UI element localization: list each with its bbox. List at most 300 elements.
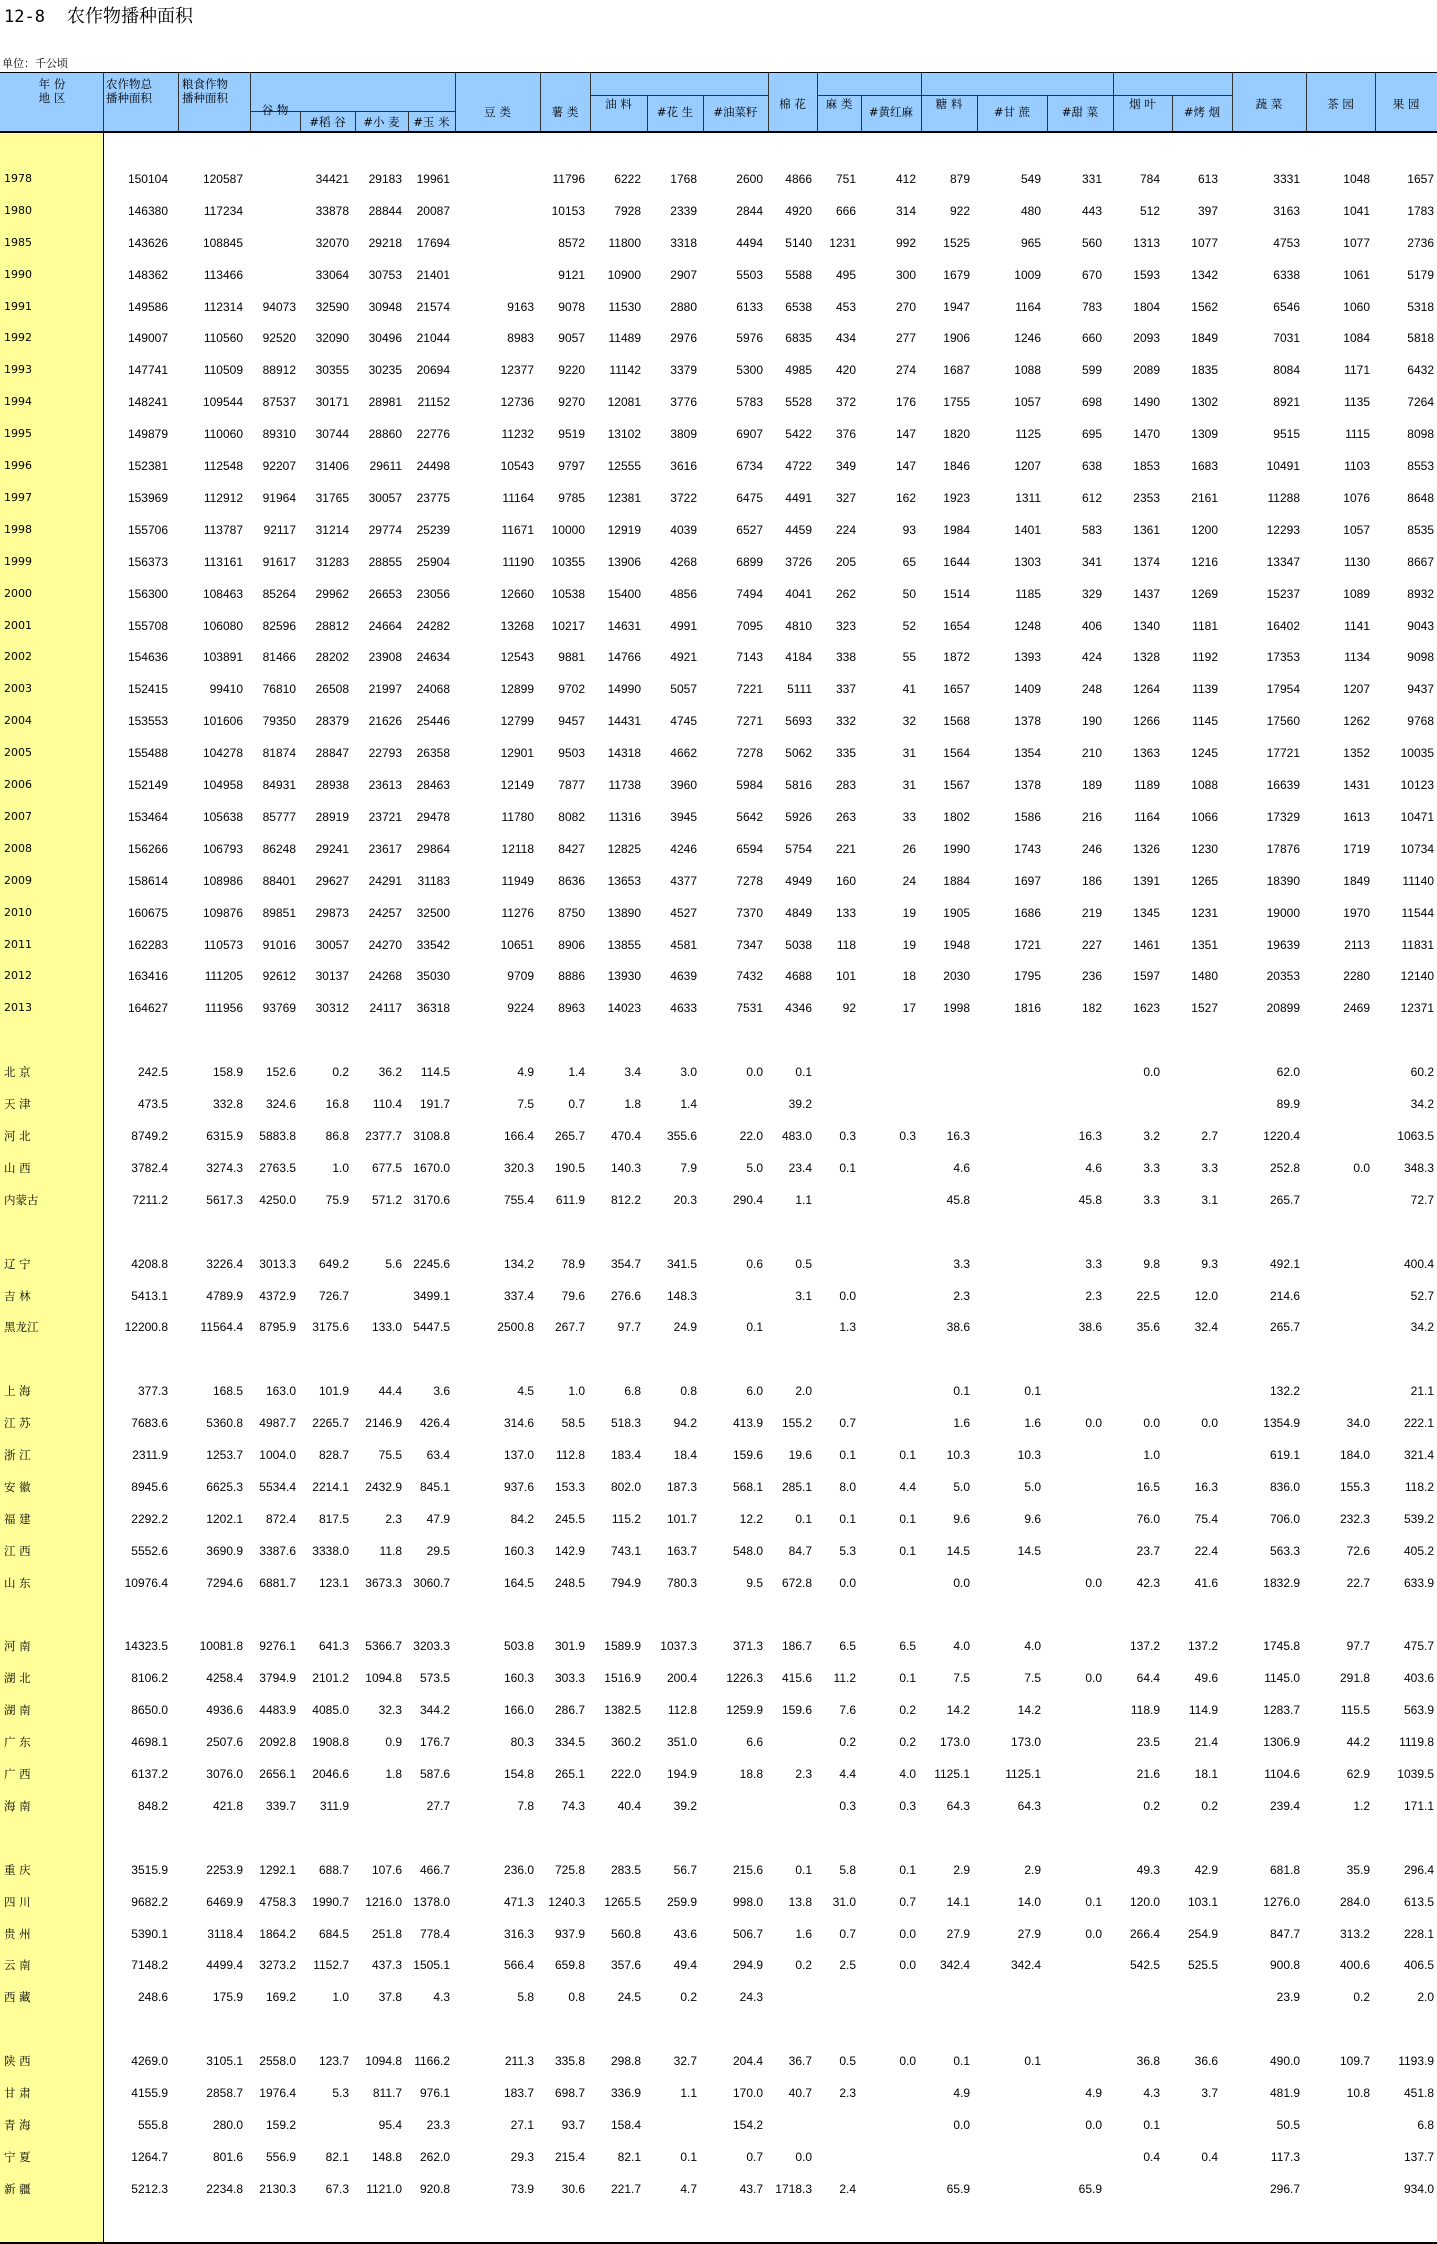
- table-cell: 26653: [368, 587, 402, 601]
- table-cell: 371.3: [732, 1639, 763, 1653]
- row-label: 2002: [4, 650, 32, 663]
- table-cell: 263: [835, 810, 856, 824]
- table-cell: 2214.1: [312, 1480, 349, 1494]
- table-cell: 36318: [416, 1001, 450, 1015]
- table-cell: 1048: [1343, 172, 1370, 186]
- table-cell: 8535: [1407, 523, 1434, 537]
- table-cell: 155488: [127, 746, 168, 760]
- table-cell: 1363: [1133, 746, 1160, 760]
- table-cell: 400.6: [1339, 1958, 1370, 1972]
- table-cell: 6546: [1273, 300, 1300, 314]
- table-cell: 294.9: [732, 1958, 763, 1972]
- table-cell: 81466: [262, 650, 296, 664]
- table-cell: 266.4: [1129, 1927, 1160, 1941]
- table-cell: 303.3: [554, 1671, 585, 1685]
- table-cell: 2089: [1133, 363, 1160, 377]
- table-cell: 1265.5: [604, 1895, 641, 1909]
- table-cell: 50: [902, 587, 916, 601]
- table-cell: 58.5: [561, 1416, 585, 1430]
- table-cell: 19639: [1266, 938, 1300, 952]
- table-cell: 115.2: [611, 1512, 641, 1526]
- table-cell: 337: [835, 682, 856, 696]
- table-cell: 20087: [416, 204, 450, 218]
- table-cell: 2092.8: [259, 1735, 296, 1749]
- table-cell: 5588: [785, 268, 812, 282]
- table-cell: 1094.8: [365, 1671, 402, 1685]
- table-cell: 743.1: [610, 1544, 641, 1558]
- table-cell: 573.5: [419, 1671, 450, 1685]
- table-cell: 6594: [736, 842, 763, 856]
- table-cell: 2.3: [385, 1512, 402, 1526]
- table-cell: 1514: [943, 587, 970, 601]
- table-cell: 205: [835, 555, 856, 569]
- table-cell: 1125.1: [1005, 1767, 1041, 1781]
- table-cell: 490.0: [1269, 2054, 1300, 2068]
- table-cell: 215.4: [554, 2150, 585, 2164]
- table-cell: 30496: [368, 331, 402, 345]
- table-cell: 11140: [1402, 874, 1434, 888]
- table-cell: 0.0: [1143, 1065, 1160, 1079]
- table-cell: 12377: [500, 363, 534, 377]
- table-cell: 0.7: [568, 1097, 585, 1111]
- table-cell: 265.7: [1269, 1193, 1300, 1207]
- table-cell: 4985: [785, 363, 812, 377]
- table-row: [0, 999, 1437, 1017]
- row-label: 新 疆: [4, 2182, 31, 2196]
- table-cell: 611.9: [555, 1193, 585, 1207]
- table-cell: 4.7: [680, 2182, 697, 2196]
- table-cell: 3690.9: [206, 1544, 243, 1558]
- table-row: [0, 1478, 1437, 1496]
- table-cell: 1164: [1015, 300, 1041, 314]
- table-cell: 88912: [262, 363, 296, 377]
- table-cell: 4372.9: [259, 1289, 296, 1303]
- table-cell: 4581: [670, 938, 697, 952]
- table-cell: 36.6: [1194, 2054, 1218, 2068]
- table-cell: 342.4: [939, 1958, 970, 1972]
- table-cell: 18.8: [739, 1767, 763, 1781]
- table-cell: 3.3: [1143, 1161, 1160, 1175]
- table-cell: 337.4: [503, 1289, 534, 1303]
- table-cell: 183.7: [503, 2086, 534, 2100]
- table-cell: 23.9: [1276, 1990, 1300, 2004]
- table-cell: 4.5: [517, 1384, 534, 1398]
- table-cell: 3060.7: [413, 1576, 450, 1590]
- table-cell: 9503: [558, 746, 585, 760]
- table-cell: 0.1: [1085, 1895, 1102, 1909]
- table-row: [0, 2052, 1437, 2070]
- table-cell: 4.4: [899, 1480, 916, 1494]
- table-cell: 155708: [127, 619, 168, 633]
- table-cell: 3499.1: [413, 1289, 450, 1303]
- table-cell: 4.3: [1143, 2086, 1160, 2100]
- table-cell: 0.8: [680, 1384, 697, 1398]
- table-cell: 211.3: [504, 2054, 534, 2068]
- table-cell: 187.3: [666, 1480, 697, 1494]
- table-cell: 43.7: [739, 2182, 763, 2196]
- table-cell: 1905: [943, 906, 970, 920]
- table-cell: 2.3: [839, 2086, 856, 2100]
- table-cell: 31283: [315, 555, 349, 569]
- table-cell: 40.4: [617, 1799, 641, 1813]
- table-cell: 1564: [943, 746, 970, 760]
- table-cell: 612: [1081, 491, 1102, 505]
- table-cell: 965: [1020, 236, 1041, 250]
- table-cell: 224: [835, 523, 856, 537]
- table-row: [0, 1542, 1437, 1560]
- header-sugar: 糖 料: [935, 97, 963, 111]
- table-cell: 259.9: [666, 1895, 697, 1909]
- table-row: [0, 1382, 1437, 1400]
- table-cell: 108463: [202, 587, 243, 601]
- row-label: 江 西: [4, 1544, 31, 1558]
- table-cell: 55: [902, 650, 916, 664]
- table-cell: 280.0: [212, 2118, 243, 2132]
- table-cell: 19000: [1266, 906, 1300, 920]
- row-label: 陕 西: [4, 2054, 31, 2068]
- table-cell: 1192: [1192, 650, 1218, 664]
- table-cell: 9043: [1407, 619, 1434, 633]
- table-cell: 286.7: [554, 1703, 585, 1717]
- table-cell: 5754: [785, 842, 812, 856]
- table-cell: 248.6: [137, 1990, 168, 2004]
- table-cell: 2265.7: [312, 1416, 349, 1430]
- table-row: [0, 1191, 1437, 1209]
- table-cell: 166.0: [503, 1703, 534, 1717]
- table-cell: 5.0: [746, 1161, 763, 1175]
- table-cell: 848.2: [137, 1799, 168, 1813]
- row-label: 甘 肃: [4, 2086, 31, 2100]
- table-cell: 137.7: [1403, 2150, 1434, 2164]
- table-cell: 153553: [127, 714, 168, 728]
- table-cell: 0.6: [746, 1257, 763, 1271]
- table-cell: 473.5: [137, 1097, 168, 1111]
- header-rice: #稻 谷: [309, 115, 346, 129]
- table-cell: 1.4: [680, 1097, 697, 1111]
- table-cell: 210: [1081, 746, 1102, 760]
- header-orchard: 果 园: [1392, 97, 1420, 111]
- table-cell: 1743: [1014, 842, 1041, 856]
- table-cell: 8983: [507, 331, 534, 345]
- table-row: [0, 744, 1437, 762]
- header-cane: #甘 蔗: [993, 105, 1031, 119]
- table-cell: 148241: [127, 395, 168, 409]
- row-label: 安 徽: [4, 1480, 31, 1494]
- table-cell: 8553: [1407, 459, 1434, 473]
- table-cell: 4866: [785, 172, 812, 186]
- table-cell: 1115: [1345, 427, 1370, 441]
- table-cell: 1202.1: [206, 1512, 243, 1526]
- table-cell: 698.7: [554, 2086, 585, 2100]
- table-cell: 0.1: [899, 1671, 916, 1685]
- table-cell: 1589.9: [604, 1639, 641, 1653]
- table-cell: 6881.7: [259, 1576, 296, 1590]
- table-cell: 3945: [670, 810, 697, 824]
- table-cell: 341.5: [666, 1257, 697, 1271]
- table-cell: 265.1: [554, 1767, 585, 1781]
- table-cell: 4.9: [517, 1065, 534, 1079]
- header-hemp: 麻 类: [825, 97, 853, 111]
- table-cell: 12799: [500, 714, 534, 728]
- table-cell: 4991: [670, 619, 697, 633]
- table-cell: 0.5: [795, 1257, 812, 1271]
- table-cell: 1.6: [953, 1416, 970, 1430]
- table-row: [0, 553, 1437, 571]
- table-cell: 3076.0: [206, 1767, 243, 1781]
- table-cell: 156373: [127, 555, 168, 569]
- table-cell: 512: [1139, 204, 1160, 218]
- table-row: [0, 202, 1437, 220]
- table-cell: 451.8: [1403, 2086, 1434, 2100]
- table-cell: 2.3: [1085, 1289, 1102, 1303]
- table-cell: 920.8: [419, 2182, 450, 2196]
- header-corn: #玉 米: [413, 115, 450, 129]
- table-cell: 22.7: [1346, 1576, 1370, 1590]
- table-cell: 1.6: [1024, 1416, 1041, 1430]
- table-cell: 0.4: [1201, 2150, 1218, 2164]
- table-cell: 2377.7: [365, 1129, 402, 1143]
- table-cell: 154636: [127, 650, 168, 664]
- table-cell: 108986: [202, 874, 243, 888]
- table-cell: 16639: [1266, 778, 1300, 792]
- table-cell: 3.2: [1143, 1129, 1160, 1143]
- table-cell: 1066: [1191, 810, 1218, 824]
- table-cell: 42.9: [1194, 1863, 1218, 1877]
- table-cell: 784: [1139, 172, 1160, 186]
- table-cell: 3515.9: [131, 1863, 168, 1877]
- table-cell: 542.5: [1129, 1958, 1160, 1972]
- table-cell: 88401: [262, 874, 296, 888]
- table-cell: 7.8: [517, 1799, 534, 1813]
- table-cell: 215.6: [732, 1863, 763, 1877]
- table-cell: 3170.6: [413, 1193, 450, 1207]
- table-cell: 154.8: [503, 1767, 534, 1781]
- table-cell: 1984: [943, 523, 970, 537]
- table-cell: 8648: [1407, 491, 1434, 505]
- table-cell: 1060: [1343, 300, 1370, 314]
- table-cell: 4921: [670, 650, 697, 664]
- table-cell: 802.0: [610, 1480, 641, 1494]
- table-cell: 1.1: [795, 1193, 812, 1207]
- table-cell: 11671: [501, 523, 534, 537]
- row-label: 青 海: [4, 2118, 31, 2132]
- table-cell: 332.8: [212, 1097, 243, 1111]
- table-cell: 36.8: [1136, 2054, 1160, 2068]
- table-cell: 6907: [736, 427, 763, 441]
- table-cell: 638: [1081, 459, 1102, 473]
- table-cell: 1134: [1344, 650, 1370, 664]
- table-cell: 17694: [416, 236, 450, 250]
- table-row: [0, 617, 1437, 635]
- table-cell: 29.5: [426, 1544, 450, 1558]
- table-cell: 751: [835, 172, 856, 186]
- row-label: 2011: [4, 938, 32, 951]
- table-cell: 6315.9: [206, 1129, 243, 1143]
- table-cell: 1820: [943, 427, 970, 441]
- table-cell: 332: [835, 714, 856, 728]
- table-cell: 1139: [1192, 682, 1218, 696]
- row-label: 福 建: [4, 1512, 31, 1526]
- table-cell: 114.9: [1188, 1703, 1218, 1717]
- table-cell: 24268: [368, 969, 402, 983]
- table-cell: 25904: [416, 555, 450, 569]
- table-cell: 62.0: [1276, 1065, 1300, 1079]
- table-cell: 5300: [736, 363, 763, 377]
- table-cell: 148.3: [666, 1289, 697, 1303]
- table-cell: 99410: [209, 682, 243, 696]
- table-cell: 0.1: [746, 1320, 763, 1334]
- table-cell: 31183: [417, 874, 450, 888]
- table-cell: 242.5: [137, 1065, 168, 1079]
- table-cell: 175.9: [212, 1990, 243, 2004]
- table-cell: 4250.0: [259, 1193, 296, 1207]
- table-cell: 2500.8: [497, 1320, 534, 1334]
- table-cell: 28847: [315, 746, 349, 760]
- table-cell: 137.2: [1129, 1639, 1160, 1653]
- table-cell: 0.1: [899, 1512, 916, 1526]
- table-cell: 3379: [670, 363, 697, 377]
- table-cell: 26508: [315, 682, 349, 696]
- table-cell: 12.2: [739, 1512, 763, 1526]
- table-cell: 5528: [785, 395, 812, 409]
- table-cell: 27.9: [946, 1927, 970, 1941]
- table-cell: 23.4: [788, 1161, 812, 1175]
- table-cell: 10217: [551, 619, 585, 633]
- table-cell: 21997: [368, 682, 402, 696]
- table-cell: 7683.6: [131, 1416, 168, 1430]
- header-cereals: 谷 物: [261, 103, 289, 117]
- row-label: 2000: [4, 587, 32, 600]
- table-cell: 453: [835, 300, 856, 314]
- table-cell: 613: [1197, 172, 1218, 186]
- table-cell: 104958: [202, 778, 243, 792]
- table-cell: 937.6: [503, 1480, 534, 1494]
- table-cell: 8.0: [839, 1480, 856, 1494]
- table-row: [0, 1510, 1437, 1528]
- table-cell: 3013.3: [259, 1257, 296, 1271]
- table-cell: 3118.4: [207, 1927, 243, 1941]
- row-label: 重 庆: [4, 1863, 31, 1877]
- table-cell: 115.5: [1340, 1703, 1370, 1717]
- table-cell: 33064: [315, 268, 349, 282]
- table-cell: 44.2: [1346, 1735, 1370, 1749]
- table-cell: 44.4: [378, 1384, 402, 1398]
- table-cell: 556.9: [265, 2150, 296, 2164]
- table-cell: 9515: [1273, 427, 1300, 441]
- table-cell: 1061: [1343, 268, 1370, 282]
- table-cell: 3809: [670, 427, 697, 441]
- table-cell: 168.5: [212, 1384, 243, 1398]
- table-cell: 1189: [1134, 778, 1160, 792]
- table-cell: 36.2: [378, 1065, 402, 1079]
- table-row: [0, 393, 1437, 411]
- table-cell: 23775: [416, 491, 450, 505]
- table-cell: 1166.2: [414, 2054, 450, 2068]
- table-cell: 471.3: [503, 1895, 534, 1909]
- table-cell: 164.5: [503, 1576, 534, 1590]
- table-cell: 4499.4: [206, 1958, 243, 1972]
- table-cell: 5.0: [953, 1480, 970, 1494]
- table-cell: 79.6: [561, 1289, 585, 1303]
- table-cell: 4745: [670, 714, 697, 728]
- table-cell: 11800: [608, 236, 641, 250]
- table-cell: 95.4: [378, 2118, 402, 2132]
- table-cell: 32.7: [673, 2054, 697, 2068]
- table-cell: 3331: [1273, 172, 1300, 186]
- table-cell: 8921: [1273, 395, 1300, 409]
- table-cell: 2558.0: [259, 2054, 296, 2068]
- row-label: 2001: [4, 619, 32, 632]
- table-cell: 32.3: [378, 1703, 402, 1717]
- row-label: 上 海: [4, 1384, 31, 1398]
- table-cell: 24.3: [739, 1990, 763, 2004]
- table-cell: 171.1: [1403, 1799, 1434, 1813]
- table-cell: 1207: [1014, 459, 1041, 473]
- table-cell: 113787: [203, 523, 243, 537]
- table-cell: 311.9: [319, 1799, 349, 1813]
- table-cell: 5816: [785, 778, 812, 792]
- table-cell: 327: [835, 491, 856, 505]
- table-cell: 173.0: [939, 1735, 970, 1749]
- table-cell: 31765: [315, 491, 349, 505]
- table-cell: 16402: [1266, 619, 1300, 633]
- table-cell: 1409: [1014, 682, 1041, 696]
- table-cell: 28860: [368, 427, 402, 441]
- table-row: [0, 2084, 1437, 2102]
- table-cell: 568.1: [732, 1480, 763, 1494]
- table-cell: 107.6: [371, 1863, 402, 1877]
- table-cell: 166.4: [503, 1129, 534, 1143]
- table-cell: 28463: [416, 778, 450, 792]
- table-cell: 5642: [736, 810, 763, 824]
- table-cell: 659.8: [554, 1958, 585, 1972]
- table-cell: 50.5: [1276, 2118, 1300, 2132]
- table-row: [0, 1446, 1437, 1464]
- table-cell: 6432: [1407, 363, 1434, 377]
- table-cell: 14.5: [1017, 1544, 1041, 1558]
- table-cell: 163.7: [666, 1544, 697, 1558]
- table-cell: 252.8: [1269, 1161, 1300, 1175]
- table-cell: 1352: [1343, 746, 1370, 760]
- row-label: 1992: [4, 331, 32, 344]
- table-cell: 599: [1081, 363, 1102, 377]
- table-cell: 14766: [607, 650, 641, 664]
- table-cell: 377.3: [137, 1384, 168, 1398]
- table-cell: 10734: [1400, 842, 1434, 856]
- table-cell: 12149: [500, 778, 534, 792]
- table-cell: 300: [895, 268, 916, 282]
- table-cell: 1970: [1343, 906, 1370, 920]
- table-cell: 1041: [1343, 204, 1370, 218]
- table-title: 农作物播种面积: [66, 6, 193, 27]
- table-cell: 7278: [736, 874, 763, 888]
- table-cell: 33542: [416, 938, 450, 952]
- table-cell: 147741: [127, 363, 168, 377]
- table-cell: 20694: [416, 363, 450, 377]
- table-cell: 25446: [416, 714, 450, 728]
- table-cell: 563.3: [1269, 1544, 1300, 1558]
- table-cell: 8963: [558, 1001, 585, 1015]
- table-cell: 18: [902, 969, 916, 983]
- table-cell: 283: [835, 778, 856, 792]
- table-cell: 228.1: [1403, 1927, 1434, 1941]
- table-cell: 28855: [368, 555, 402, 569]
- table-cell: 0.1: [839, 1161, 856, 1175]
- table-cell: 1063.5: [1397, 1129, 1434, 1143]
- table-cell: 45.8: [1078, 1193, 1102, 1207]
- table-cell: 338: [835, 650, 856, 664]
- table-row: [0, 1701, 1437, 1719]
